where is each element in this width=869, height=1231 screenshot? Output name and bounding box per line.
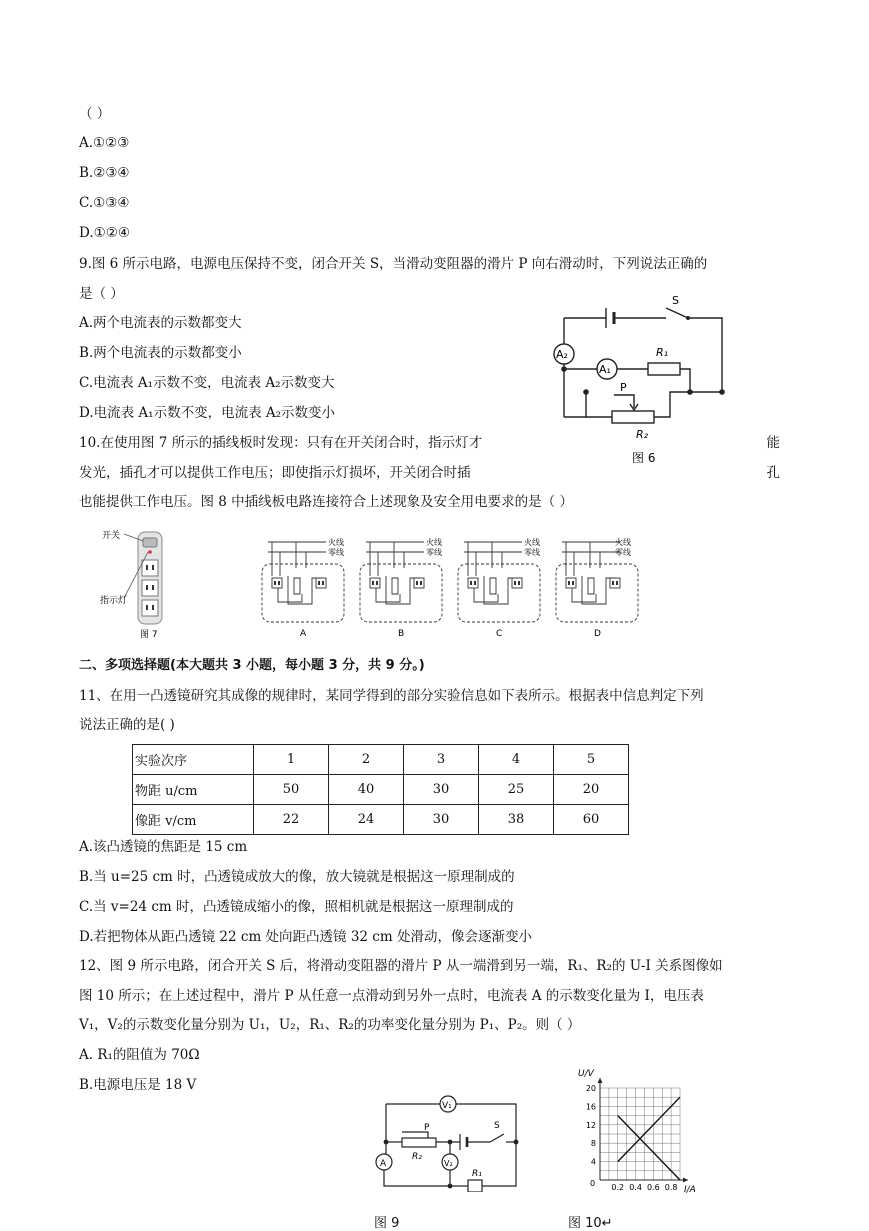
fig6-ammeter-a2: A₂	[556, 348, 568, 361]
q8-option-a[interactable]: A.①②③	[79, 135, 130, 151]
fig8-neutral-a: 零线	[328, 548, 344, 557]
figure-10-ui-graph	[570, 1062, 710, 1196]
fig8-neutral-b: 零线	[426, 548, 442, 557]
y-tick-label: 8	[590, 1139, 596, 1149]
q8-option-c[interactable]: C.①③④	[79, 195, 130, 211]
q9-option-b[interactable]: B.两个电流表的示数都变小	[79, 345, 242, 361]
table-cell: 1	[254, 745, 329, 775]
q9-option-d[interactable]: D.电流表 A₁示数不变，电流表 A₂示数变小	[79, 405, 336, 421]
fig8-live-c: 火线	[524, 538, 540, 547]
table-cell: 5	[554, 745, 629, 775]
fig9-v1-label: V₁	[442, 1101, 452, 1111]
y-axis-arrow	[598, 1078, 603, 1083]
y-tick-label: 12	[585, 1120, 596, 1130]
fig8-live-d: 火线	[615, 538, 631, 547]
q8-answer-paren: （ ）	[79, 106, 111, 122]
fig7-lamp-label: 指示灯	[100, 596, 128, 606]
fig10-caption: 图 10↵	[568, 1216, 613, 1231]
fig10-axes	[598, 1078, 689, 1183]
q9-option-a[interactable]: A.两个电流表的示数都变大	[79, 315, 242, 331]
fig6-r2-label: R₂	[636, 428, 649, 441]
fig9-switch-label: S	[494, 1121, 500, 1131]
table-cell: 30	[404, 805, 479, 835]
fig6-r1-label: R₁	[656, 346, 669, 359]
q11-option-c[interactable]: C.当 v=24 cm 时，凸透镜成缩小的像，照相机就是根据这一原理制成的	[79, 899, 514, 915]
q10-line1	[79, 434, 780, 452]
table-cell: 60	[554, 805, 629, 835]
fig8-neutral-d: 零线	[615, 548, 631, 557]
q11-stem-line2: 说法正确的是( )	[79, 717, 175, 733]
section-2-title: 二、多项选择题(本大题共 3 小题，每小题 3 分，共 9 分。)	[79, 658, 425, 673]
fig10-ylabel: U/V	[578, 1069, 594, 1079]
table-cell: 40	[329, 775, 404, 805]
figure-8-circuits	[258, 532, 642, 644]
fig9-v2-label: V₂	[444, 1159, 453, 1168]
fig9-caption: 图 9	[374, 1216, 400, 1231]
table-cell: 2	[329, 745, 404, 775]
q10-line2-right: 孔	[766, 465, 780, 481]
q10-line3: 也能提供工作电压。图 8 中插线板电路连接符合上述现象及安全用电要求的是（ ）	[79, 494, 573, 510]
y-tick-label: 4	[590, 1157, 596, 1167]
q12-stem-line3: V₁，V₂的示数变化量分别为 U₁，U₂，R₁、R₂的功率变化量分别为 P₁、P₂。则（ ）	[79, 1017, 581, 1033]
fig8-label-b: B	[398, 629, 405, 639]
q10-line2	[79, 464, 780, 482]
figure-7-power-strip	[100, 524, 190, 642]
figure-9-circuit	[372, 1092, 522, 1192]
q12-option-a[interactable]: A. R₁的阻值为 70Ω	[79, 1047, 200, 1063]
q11-option-a[interactable]: A.该凸透镜的焦距是 15 cm	[79, 839, 248, 855]
fig7-caption: 图 7	[140, 630, 158, 640]
x-tick-label: 0.4	[629, 1183, 642, 1192]
q11-experiment-table	[132, 744, 629, 835]
table-row	[133, 805, 629, 835]
table-row-label: 物距 u/cm	[133, 775, 254, 805]
fig9-ammeter-label: A	[380, 1159, 387, 1169]
fig9-slider-p: P	[424, 1123, 430, 1133]
x-tick-label: 0.6	[646, 1183, 660, 1192]
x-tick-label: 0.2	[611, 1183, 625, 1192]
table-row	[133, 775, 629, 805]
fig8-neutral-c: 零线	[524, 548, 540, 557]
x-axis-arrow	[683, 1178, 688, 1183]
table-cell: 24	[329, 805, 404, 835]
table-cell: 3	[404, 745, 479, 775]
q8-option-b[interactable]: B.②③④	[79, 165, 130, 181]
y-tick-label: 20	[585, 1084, 596, 1093]
table-row-label: 像距 v/cm	[133, 805, 254, 835]
q10-line2-left: 发光，插孔才可以提供工作电压；即使指示灯损坏，开关闭合时插	[79, 465, 471, 481]
table-cell: 25	[479, 775, 554, 805]
fig10-grid	[600, 1088, 680, 1180]
q11-stem-line1: 11、在用一凸透镜研究其成像的规律时，某同学得到的部分实验信息如下表所示。根据表中信息判定下列	[79, 688, 704, 704]
x-tick-label: 0.8	[664, 1183, 678, 1192]
q11-option-d[interactable]: D.若把物体从距凸透镜 22 cm 处向距凸透镜 32 cm 处滑动，像会逐渐变小	[79, 929, 532, 945]
fig8-label-d: D	[594, 629, 601, 639]
table-cell: 20	[554, 775, 629, 805]
table-cell: 30	[404, 775, 479, 805]
table-cell: 22	[254, 805, 329, 835]
q10-line1-right: 能	[766, 435, 780, 451]
table-row	[133, 745, 629, 775]
q10-line1-left: 10.在使用图 7 所示的插线板时发现：只有在开关闭合时，指示灯才	[79, 435, 483, 451]
fig9-r2-label: R₂	[412, 1152, 422, 1162]
fig10-xlabel: I/A	[684, 1185, 696, 1195]
fig8-label-a: A	[300, 629, 307, 639]
fig6-switch-label: S	[672, 294, 679, 307]
table-row-label: 实验次序	[133, 745, 254, 775]
q9-stem-line2: 是（ ）	[79, 286, 124, 302]
fig7-switch-label: 开关	[102, 531, 121, 541]
q12-option-b[interactable]: B.电源电压是 18 V	[79, 1077, 197, 1093]
q11-option-b[interactable]: B.当 u=25 cm 时，凸透镜成放大的像，放大镜就是根据这一原理制成的	[79, 869, 515, 885]
q12-stem-line1: 12、图 9 所示电路，闭合开关 S 后，将滑动变阻器的滑片 P 从一端滑到另一端，R₁、R₂的 U-I 关系图像如	[79, 958, 723, 974]
table-cell: 50	[254, 775, 329, 805]
fig6-ammeter-a1: A₁	[599, 363, 611, 376]
q9-stem-line1: 9.图 6 所示电路，电源电压保持不变，闭合开关 S，当滑动变阻器的滑片 P 向右滑动时，下列说法正确的	[79, 256, 708, 272]
fig10-origin: 0	[590, 1179, 596, 1188]
fig6-caption: 图 6	[632, 451, 656, 465]
fig6-slider-p: P	[620, 381, 627, 394]
series-line-2	[618, 1116, 680, 1180]
fig10-series	[618, 1097, 680, 1180]
fig9-r1-label: R₁	[472, 1169, 482, 1179]
fig8-label-c: C	[496, 629, 503, 639]
y-tick-label: 16	[585, 1102, 596, 1112]
q12-stem-line2: 图 10 所示；在上述过程中，滑片 P 从任意一点滑动到另外一点时，电流表 A 的示数变化量为 I，电压表	[79, 988, 704, 1004]
q9-option-c[interactable]: C.电流表 A₁示数不变，电流表 A₂示数变大	[79, 375, 335, 391]
table-cell: 4	[479, 745, 554, 775]
fig8-live-b: 火线	[426, 538, 442, 547]
fig8-live-a: 火线	[328, 538, 344, 547]
table-cell: 38	[479, 805, 554, 835]
series-line-1	[618, 1097, 680, 1161]
q8-option-d[interactable]: D.①②④	[79, 225, 130, 241]
